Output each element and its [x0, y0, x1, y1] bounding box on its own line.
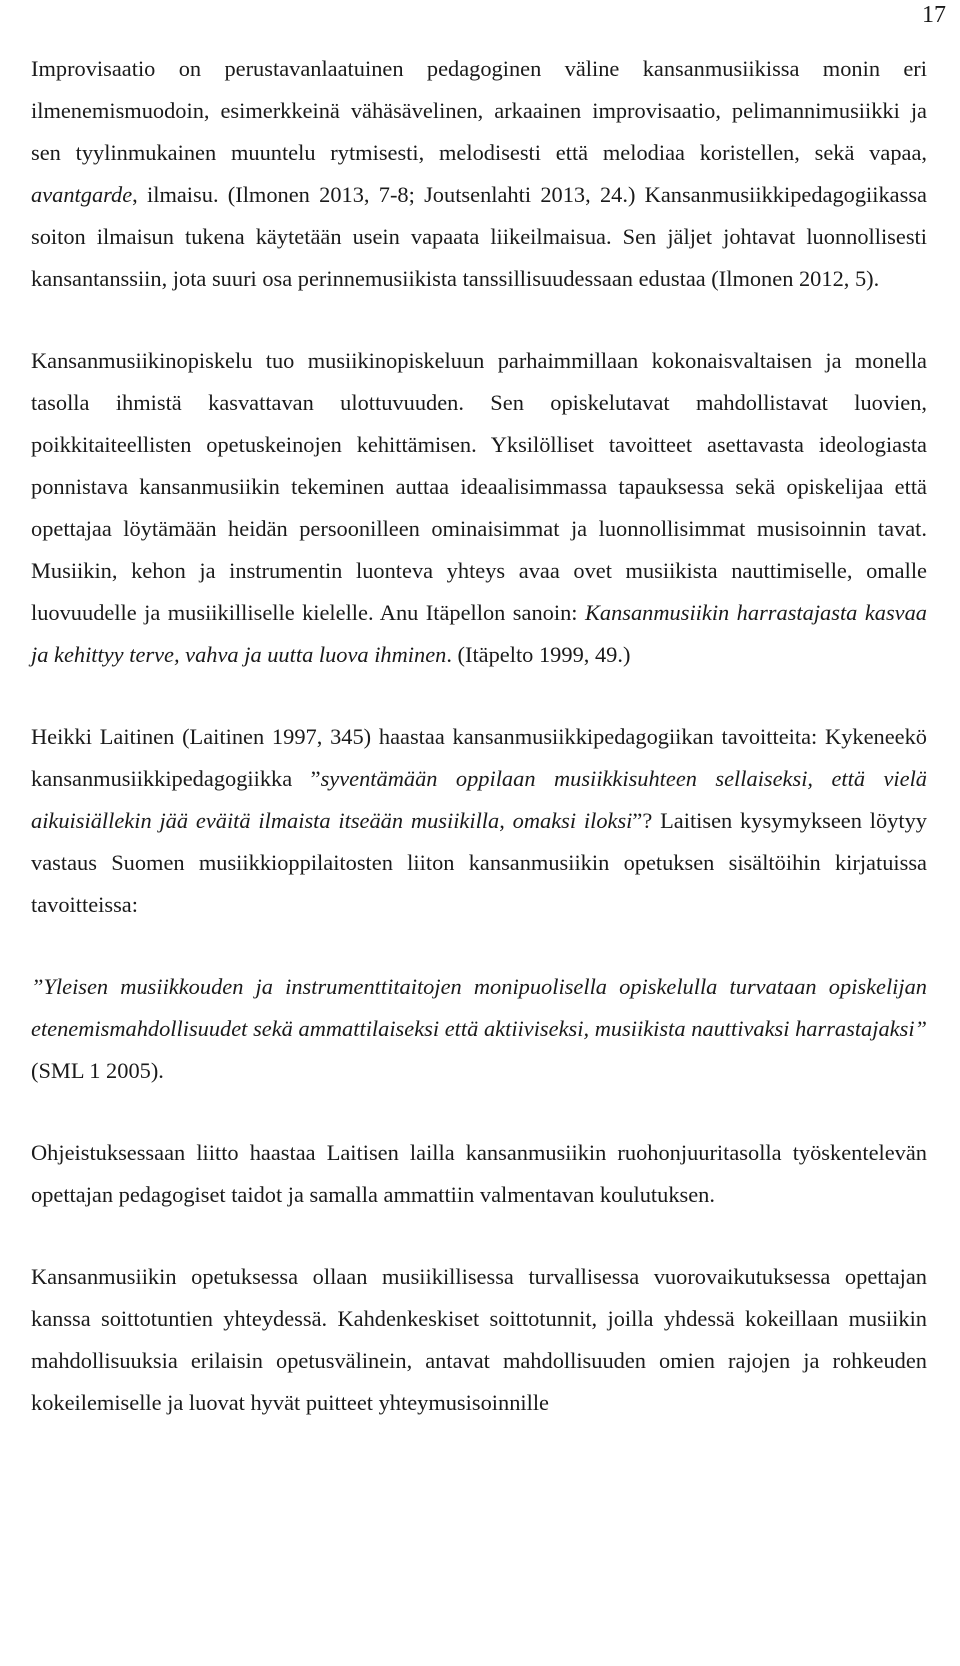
italic-term: avantgarde	[31, 182, 133, 207]
paragraph-folk-music-study	[31, 340, 927, 676]
body-text	[31, 48, 927, 1424]
page-number: 17	[922, 2, 946, 28]
paragraph-text: Heikki Laitinen (Laitinen 1997, 345) haastaa kansanmusiikkipedagogiikan tavoitteita: Kykeneekö kansanmusiikkipedagogiikka ”	[31, 724, 927, 791]
paragraph-guidelines	[31, 1132, 927, 1216]
paragraph-sml-quote	[31, 966, 927, 1092]
paragraph-teaching-interaction	[31, 1256, 927, 1424]
paragraph-text: Improvisaatio on perustavanlaatuinen pedagoginen väline kansanmusiikissa monin eri ilmenemismuodoin, esimerkkeinä vähäsävelinen, arkaainen improvisaatio, pelimannimusiikki ja sen tyylinmukainen muuntelu rytmisesti, melodisesti että melodiaa koristellen, sekä vapaa,	[31, 56, 927, 165]
italic-quote: syventämään oppilaan musiikkisuhteen sellaiseksi, että vielä aikuisiällekin jää eväitä ilmaista itseään musiikilla, omaksi iloksi	[31, 766, 927, 833]
paragraph-text: Kansanmusiikin opetuksessa ollaan musiikillisessa turvallisessa vuorovaikutuksessa opettajan kanssa soittotuntien yhteydessä. Kahdenkeskiset soittotunnit, joilla yhdessä kokeillaan musiikin mahdollisuuksia erilaisin opetusvälinein, antavat mahdollisuuden omien rajojen ja rohkeuden kokeilemiselle ja luovat hyvät puitteet yhteymusisoinnille	[31, 1264, 927, 1415]
italic-quote: ”Yleisen musiikkouden ja instrumenttitaitojen monipuolisella opiskelulla turvataan opiskelijan etenemismahdollisuudet sekä ammattilaiseksi että aktiiviseksi, musiikista nauttivaksi harrastajaksi”	[31, 974, 927, 1041]
paragraph-text: Ohjeistuksessaan liitto haastaa Laitisen lailla kansanmusiikin ruohonjuuritasolla työskentelevän opettajan pedagogiset taidot ja samalla ammattiin valmentavan koulutuksen.	[31, 1140, 927, 1207]
paragraph-text: ”? Laitisen kysymykseen löytyy vastaus Suomen musiikkioppilaitosten liiton kansanmusiikin opetuksen sisältöihin kirjatuissa tavoitteissa:	[31, 808, 927, 917]
paragraph-laitinen	[31, 716, 927, 926]
paragraph-text: , ilmaisu. (Ilmonen 2013, 7-8; Joutsenlahti 2013, 24.) Kansanmusiikkipedagogiikassa soiton ilmaisun tukena käytetään usein vapaata liikeilmaisua. Sen jäljet johtavat luonnollisesti kansantanssiin, jota suuri osa perinnemusiikista tanssillisuudessaan edustaa (Ilmonen 2012, 5).	[31, 182, 927, 291]
citation-text: (SML 1 2005).	[31, 1058, 164, 1083]
italic-quote: Kansanmusiikin harrastajasta kasvaa ja kehittyy terve, vahva ja uutta luova ihminen	[31, 600, 927, 667]
paragraph-text: Kansanmusiikinopiskelu tuo musiikinopiskeluun parhaimmillaan kokonaisvaltaisen ja monella tasolla ihmistä kasvattavan ulottuvuuden. Sen opiskelutavat mahdollistavat luovien, poikkitaiteellisten opetuskeinojen kehittämisen. Yksilölliset tavoitteet asettavasta ideologiasta ponnistava kansanmusiikin tekeminen auttaa ideaalisimmassa tapauksessa sekä opiskelijaa että opettajaa löytämään heidän persoonilleen ominaisimmat ja luonnollisimmat musisoinnin tavat. Musiikin, kehon ja instrumentin luonteva yhteys avaa ovet musiikista nauttimiselle, omalle luovuudelle ja musiikilliselle kielelle. Anu Itäpellon sanoin:	[31, 348, 927, 625]
citation-text: . (Itäpelto 1999, 49.)	[446, 642, 631, 667]
paragraph-improvisation	[31, 48, 927, 300]
